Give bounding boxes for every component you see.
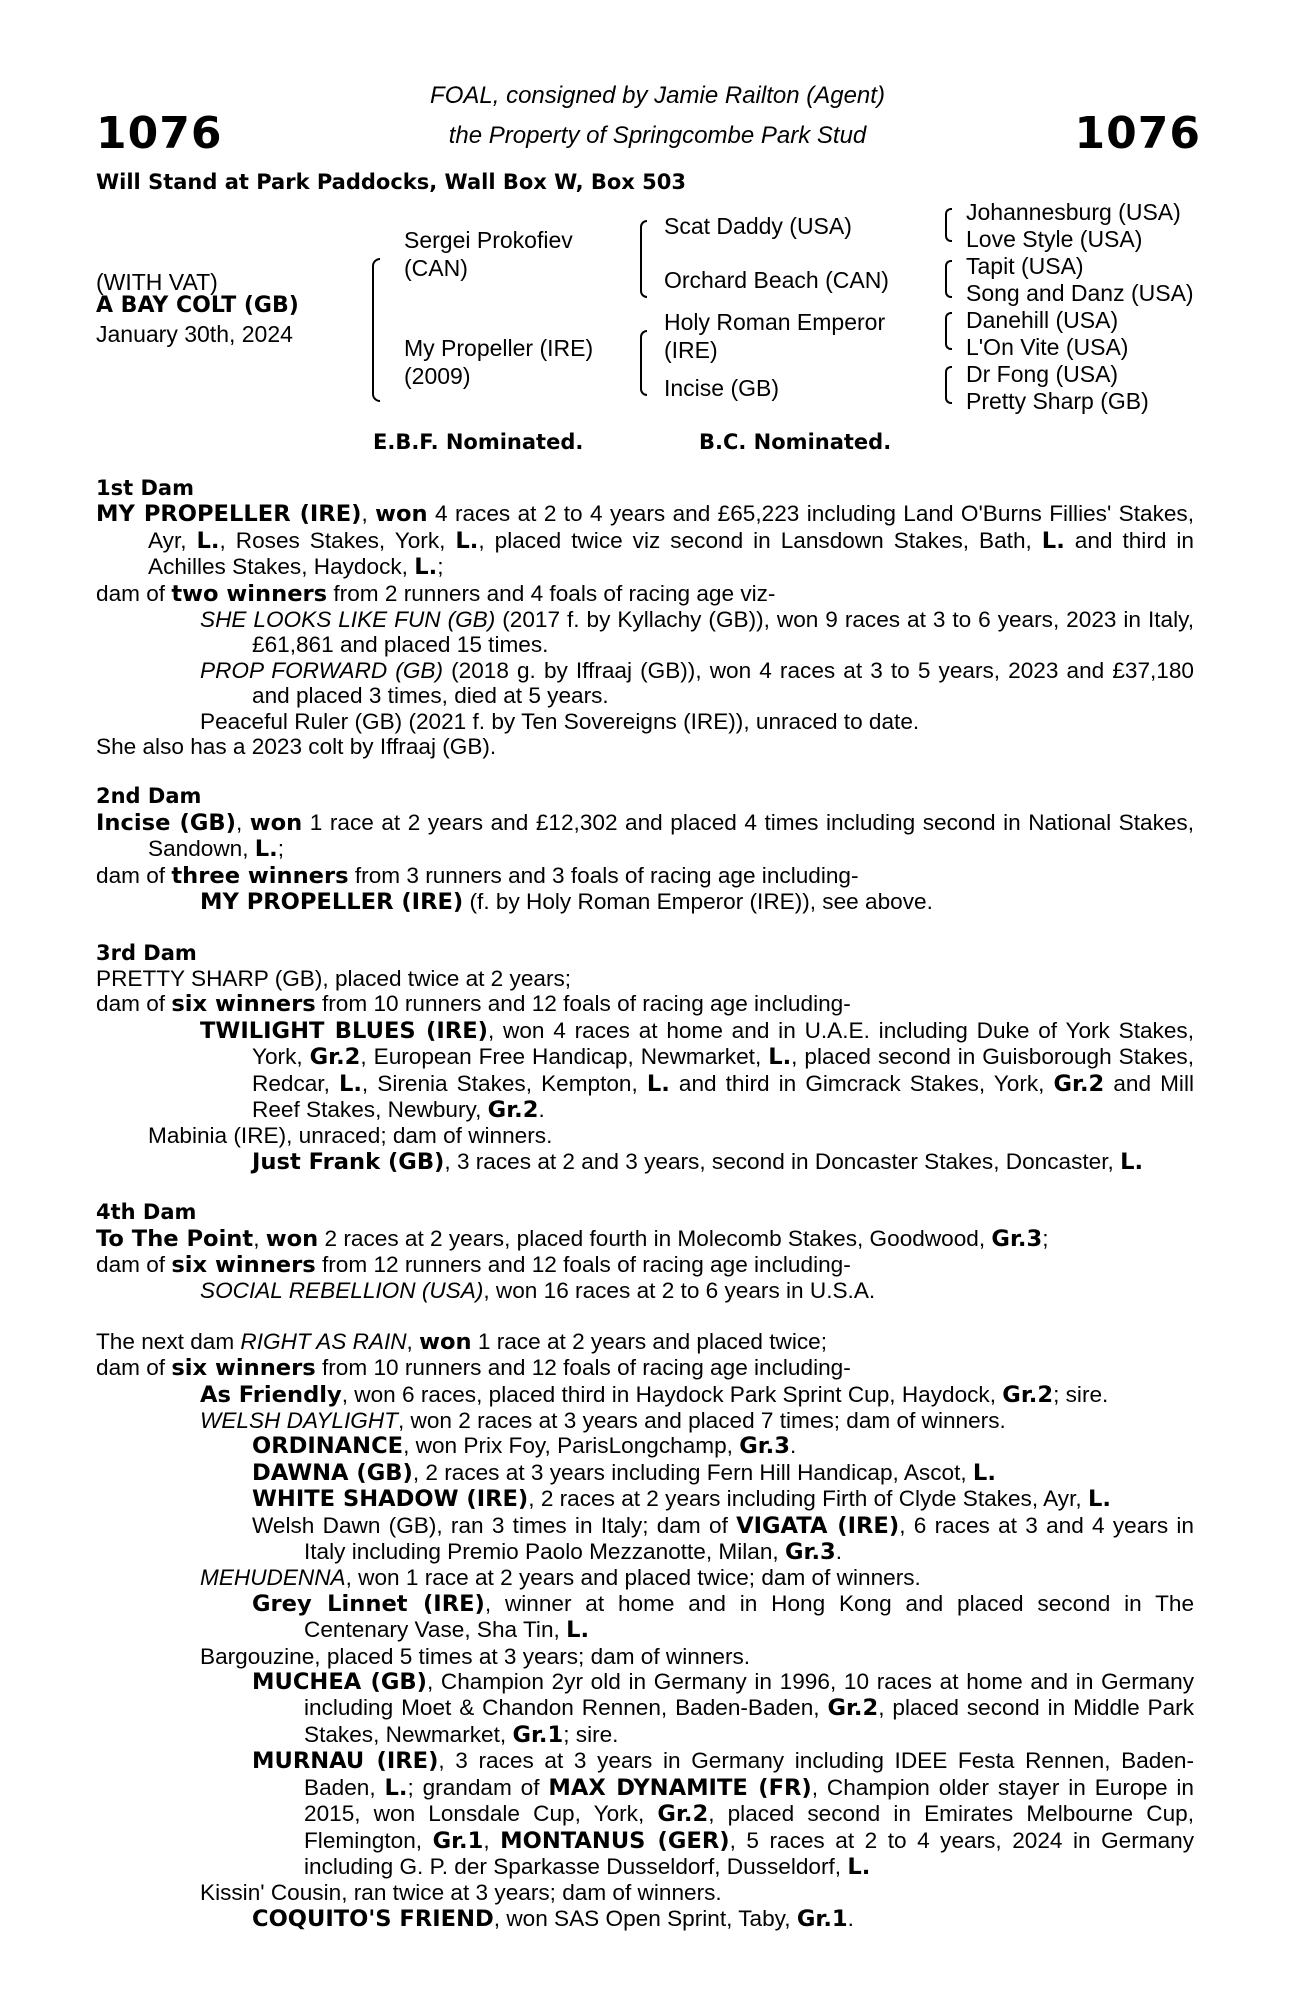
pedigree-g2: Love Style (USA) bbox=[966, 226, 1143, 252]
vat-note: (WITH VAT) bbox=[96, 269, 218, 295]
produce-entry: MURNAU (IRE), 3 races at 3 years in Germany including IDEE Festa Rennen, Baden-Baden, L.; grandam of MAX DYNAMITE (FR), Champion older stayer in Europe in 2015, won Lonsdale Cup, York, Gr.2, placed second in Emirates Melbourne Cup, Flemington, Gr.1, MONTANUS (GER), 5 races at 2 to 4 years, 2024 in Germany including G. P. der Sparkasse Dusseldorf, Dusseldorf, L. bbox=[252, 1748, 1195, 1880]
produce-entry: Bargouzine, placed 5 times at 3 years; dam of winners. bbox=[200, 1643, 751, 1669]
produce-entry: Mabinia (IRE), unraced; dam of winners. bbox=[148, 1123, 553, 1149]
produce-entry: ORDINANCE, won Prix Foy, ParisLongchamp, Gr.3. bbox=[252, 1433, 797, 1460]
lot-number-left: 1076 bbox=[96, 108, 223, 159]
pedigree-g1: Johannesburg (USA) bbox=[966, 199, 1181, 225]
first-dam-produce: dam of two winners from 2 runners and 4 foals of racing age viz- bbox=[96, 580, 776, 607]
fourth-dam-record: To The Point, won 2 races at 2 years, placed fourth in Molecomb Stakes, Goodwood, Gr.3; bbox=[96, 1225, 1049, 1252]
pedigree-sire-sire: Scat Daddy (USA) bbox=[664, 213, 852, 239]
pedigree-g8: Pretty Sharp (GB) bbox=[966, 388, 1149, 414]
next-dam-produce: dam of six winners from 10 runners and 12 foals of racing age including- bbox=[96, 1355, 851, 1382]
pedigree-brace-g1 bbox=[945, 208, 952, 242]
property-line: the Property of Springcombe Park Stud bbox=[448, 122, 867, 149]
pedigree-brace-sire-dam bbox=[372, 258, 380, 402]
produce-entry: TWILIGHT BLUES (IRE), won 4 races at home and in U.A.E. including Duke of York Stakes, York, Gr.2, European Free Handicap, Newmarket, L., placed second in Guisborough Stakes, Redcar, L., Sirenia Stakes, Kempton, L. and third in Gimcrack Stakes, York, Gr.2 and Mill Reef Stakes, Newbury, Gr.2. bbox=[200, 1017, 1194, 1123]
pedigree-g4: Song and Danz (USA) bbox=[966, 280, 1194, 306]
fourth-dam-heading: 4th Dam bbox=[96, 1200, 197, 1225]
produce-entry: MY PROPELLER (IRE) (f. by Holy Roman Emperor (IRE)), see above. bbox=[200, 889, 933, 916]
produce-entry: SHE LOOKS LIKE FUN (GB) (2017 f. by Kyllachy (GB)), won 9 races at 3 to 6 years, 2023 in Italy, £61,861 and placed 15 times. bbox=[200, 607, 1194, 658]
produce-entry: MEHUDENNA, won 1 race at 2 years and placed twice; dam of winners. bbox=[200, 1565, 921, 1591]
produce-entry: Welsh Dawn (GB), ran 3 times in Italy; dam of VIGATA (IRE), 6 races at 3 and 4 years in Italy including Premio Paolo Mezzanotte, Milan, Gr.3. bbox=[252, 1512, 1194, 1566]
pedigree-dam: My Propeller (IRE) (2009) bbox=[404, 335, 594, 389]
pedigree-g7: Dr Fong (USA) bbox=[966, 361, 1119, 387]
pedigree-g5: Danehill (USA) bbox=[966, 307, 1119, 333]
first-dam-record: MY PROPELLER (IRE), won 4 races at 2 to 4 years and £65,223 including Land O'Burns Fillies' Stakes, Ayr, L., Roses Stakes, York, L., placed twice viz second in Lansdown Stakes, Bath, L. and third in Achilles Stakes, Haydock, L.; bbox=[96, 501, 1195, 581]
second-dam-produce: dam of three winners from 3 runners and 3 foals of racing age including- bbox=[96, 862, 859, 889]
pedigree-brace-sire bbox=[640, 220, 647, 298]
third-dam-produce: dam of six winners from 10 runners and 12 foals of racing age including- bbox=[96, 991, 851, 1018]
pedigree-brace-dam bbox=[640, 330, 647, 396]
produce-entry: Peaceful Ruler (GB) (2021 f. by Ten Sovereigns (IRE)), unraced to date. bbox=[200, 708, 920, 734]
produce-entry: WHITE SHADOW (IRE), 2 races at 2 years including Firth of Clyde Stakes, Ayr, L. bbox=[252, 1486, 1111, 1513]
produce-entry: As Friendly, won 6 races, placed third in Haydock Park Sprint Cup, Haydock, Gr.2; sire. bbox=[200, 1381, 1109, 1408]
next-dam-record: The next dam RIGHT AS RAIN, won 1 race at 2 years and placed twice; bbox=[96, 1328, 828, 1355]
produce-entry: Just Frank (GB), 3 races at 2 and 3 years, second in Doncaster Stakes, Doncaster, L. bbox=[252, 1148, 1144, 1175]
consignment-line: FOAL, consigned by Jamie Railton (Agent) bbox=[430, 82, 885, 109]
lot-description: A BAY COLT (GB) bbox=[96, 293, 299, 318]
first-dam-heading: 1st Dam bbox=[96, 476, 194, 500]
foaling-date: January 30th, 2024 bbox=[96, 321, 293, 347]
produce-entry: SOCIAL REBELLION (USA), won 16 races at 2 to 6 years in U.S.A. bbox=[200, 1278, 876, 1304]
pedigree-sire: Sergei Prokofiev (CAN) bbox=[404, 227, 573, 281]
pedigree-dam-sire: Holy Roman Emperor (IRE) bbox=[664, 309, 886, 363]
lot-number-right: 1076 bbox=[1074, 108, 1201, 159]
produce-entry: COQUITO'S FRIEND, won SAS Open Sprint, Taby, Gr.1. bbox=[252, 1905, 854, 1932]
ebf-nomination: E.B.F. Nominated. bbox=[373, 430, 584, 454]
pedigree-g3: Tapit (USA) bbox=[966, 253, 1084, 279]
pedigree-brace-g4 bbox=[945, 366, 952, 404]
pedigree-sire-dam: Orchard Beach (CAN) bbox=[664, 267, 889, 293]
produce-entry: MUCHEA (GB), Champion 2yr old in Germany in 1996, 10 races at home and in Germany including Moet & Chandon Rennen, Baden-Baden, Gr.2, placed second in Middle Park Stakes, Newmarket, Gr.1; sire. bbox=[252, 1669, 1194, 1748]
fourth-dam-produce: dam of six winners from 12 runners and 12 foals of racing age including- bbox=[96, 1251, 851, 1278]
produce-entry: WELSH DAYLIGHT, won 2 races at 3 years and placed 7 times; dam of winners. bbox=[200, 1408, 1006, 1433]
second-dam-heading: 2nd Dam bbox=[96, 784, 202, 809]
third-dam-record: PRETTY SHARP (GB), placed twice at 2 years; bbox=[96, 965, 572, 991]
produce-entry: She also has a 2023 colt by Iffraaj (GB). bbox=[96, 734, 497, 760]
produce-entry: DAWNA (GB), 2 races at 3 years including Fern Hill Handicap, Ascot, L. bbox=[252, 1459, 996, 1486]
pedigree-g6: L'On Vite (USA) bbox=[966, 334, 1129, 360]
produce-entry: PROP FORWARD (GB) (2018 g. by Iffraaj (GB)), won 4 races at 3 to 5 years, 2023 and £37,180 and placed 3 times, died at 5 years. bbox=[200, 657, 1194, 709]
produce-entry: Grey Linnet (IRE), winner at home and in Hong Kong and placed second in The Centenary Vase, Sha Tin, L. bbox=[252, 1590, 1195, 1644]
third-dam-heading: 3rd Dam bbox=[96, 940, 197, 965]
catalogue-body bbox=[96, 476, 1194, 1932]
second-dam-record: Incise (GB), won 1 race at 2 years and £12,302 and placed 4 times including second in National Stakes, Sandown, L.; bbox=[96, 809, 1195, 863]
pedigree-brace-g3 bbox=[945, 312, 952, 350]
bc-nomination: B.C. Nominated. bbox=[699, 430, 892, 454]
stabling-location: Will Stand at Park Paddocks, Wall Box W, Box 503 bbox=[96, 170, 686, 194]
produce-entry: Kissin' Cousin, ran twice at 3 years; dam of winners. bbox=[200, 1880, 722, 1906]
pedigree-brace-g2 bbox=[945, 260, 952, 298]
pedigree-dam-dam: Incise (GB) bbox=[664, 375, 780, 401]
